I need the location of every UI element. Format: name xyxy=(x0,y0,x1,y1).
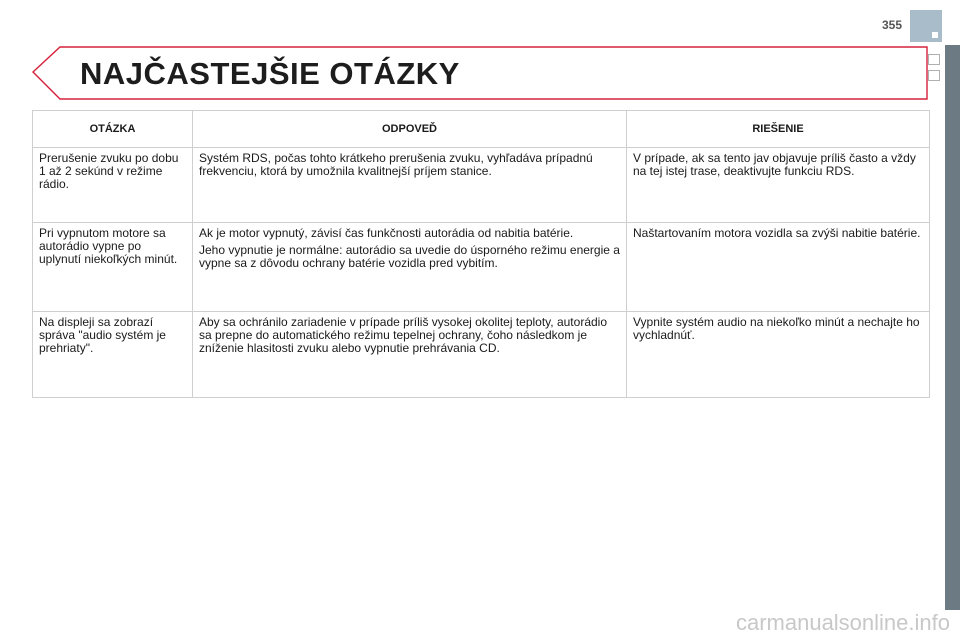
answer-cell xyxy=(193,312,627,398)
answer-cell xyxy=(193,148,627,223)
question-cell: Prerušenie zvuku po dobu 1 až 2 sekúnd v režime rádio. xyxy=(33,148,193,223)
side-bar xyxy=(945,45,960,610)
answer-paragraph: Ak je motor vypnutý, závisí čas funkčnosti autorádia od nabitia batérie. xyxy=(199,226,574,240)
side-box-1 xyxy=(928,54,940,65)
answer-paragraph: Systém RDS, počas tohto krátkeho prerušenia zvuku, vyhľadáva prípadnú frekvenciu, ktorá by umožnila kvalitnejší príjem stanice. xyxy=(199,151,593,178)
page-number: 355 xyxy=(881,18,902,32)
corner-tab-dot xyxy=(932,32,938,38)
faq-table xyxy=(32,110,930,398)
answer-cell xyxy=(193,223,627,312)
header-solution: RIEŠENIE xyxy=(627,111,930,148)
solution-cell: V prípade, ak sa tento jav objavuje príliš často a vždy na tej istej trase, deaktivujte funkciu RDS. xyxy=(627,148,930,223)
solution-cell: Vypnite systém audio na niekoľko minút a nechajte ho vychladnúť. xyxy=(627,312,930,398)
table-row xyxy=(33,148,930,223)
answer-paragraph: Aby sa ochránilo zariadenie v prípade príliš vysokej okolitej teploty, autorádio sa prepne do automatického režimu tepelnej ochrany, čoho následkom je zníženie hlasitosti zvuku alebo vypnutie prehrávania CD. xyxy=(199,315,607,355)
watermark[interactable]: carmanualsonline.info xyxy=(735,610,950,635)
answer-paragraph: Jeho vypnutie je normálne: autorádio sa uvedie do úsporného režimu energie a vypne sa z dôvodu ochrany batérie vozidla pred vybitím. xyxy=(199,243,620,270)
header-question: OTÁZKA xyxy=(33,111,193,148)
table-header-row xyxy=(33,111,930,148)
header-answer: ODPOVEĎ xyxy=(193,111,627,148)
table-row xyxy=(33,312,930,398)
question-cell: Na displeji sa zobrazí správa "audio systém je prehriaty". xyxy=(33,312,193,398)
title-banner xyxy=(32,46,928,100)
table-row xyxy=(33,223,930,312)
side-box-2 xyxy=(928,70,940,81)
question-cell: Pri vypnutom motore sa autorádio vypne po uplynutí niekoľkých minút. xyxy=(33,223,193,312)
page-title: NAJČASTEJŠIE OTÁZKY xyxy=(80,56,460,91)
solution-cell: Naštartovaním motora vozidla sa zvýši nabitie batérie. xyxy=(627,223,930,312)
corner-tab xyxy=(910,10,942,42)
